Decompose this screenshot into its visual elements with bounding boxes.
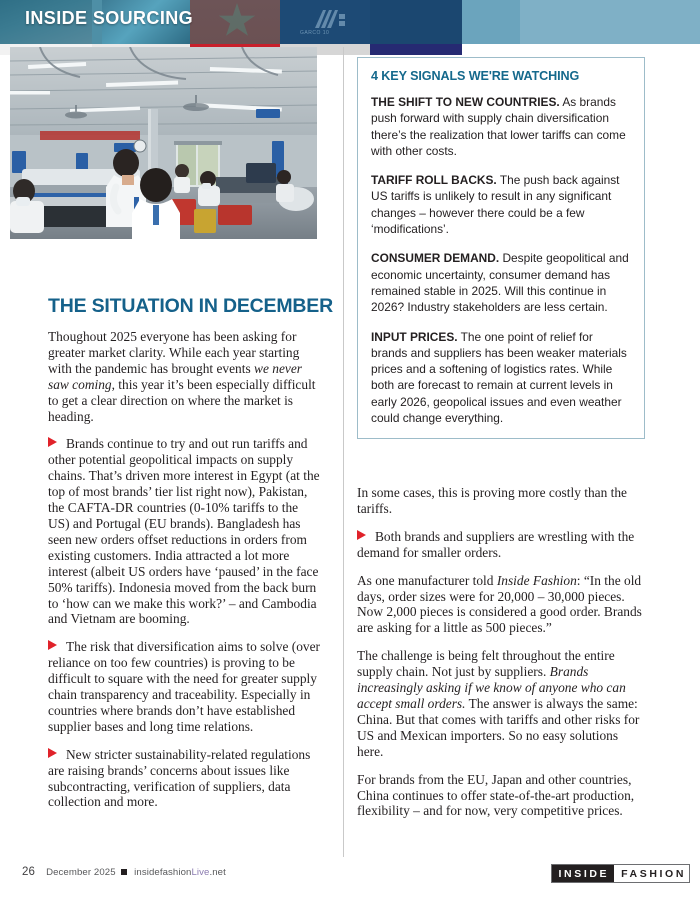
page-number: 26 [22,866,35,878]
body-paragraph [357,772,647,820]
site-url-accent: Live [191,867,210,878]
paragraph-text: , this year it’s been especially difficult to get a clear direction on where the market is heading. [48,376,316,424]
triangle-bullet-icon [48,640,57,650]
emphasis-text: Inside Fashion [496,572,577,588]
key-signal-body: The one point of relief for brands and suppliers has been weaker materials prices and a softening of logistics rates. While both are forecast to remain at current levels in early 2026, geopolical issues and even weather could change everything. [371,329,627,426]
key-signal-heading: TARIFF ROLL BACKS. [371,173,497,188]
paragraph-text: The challenge is being felt throughout the entire supply chain. Not just by suppliers. [357,648,615,680]
logo-word-inside: INSIDE [552,865,615,882]
footer-meta [22,866,226,878]
key-signal-body: Despite geopolitical and economic uncertainty, consumer demand has remained stable in 2025. Will this continue in 2026? Industry stakeholders are less certain. [371,251,629,315]
key-signal-item [371,329,631,427]
square-bullet-icon [121,869,127,875]
right-column-top [357,57,645,439]
site-url-prefix: insidefashion [134,867,192,878]
key-signal-body: As brands push forward with supply chain diversification there’s the realization that lower tariffs can come with other costs. [371,95,626,158]
triangle-bullet-icon [48,437,57,447]
body-paragraph [357,573,647,637]
body-paragraph [48,747,320,811]
sponsor-logo-caption: GARCO 10 [300,30,330,36]
sponsor-logo-icon [313,8,347,30]
key-signals-title: 4 KEY SIGNALS WE'RE WATCHING [371,69,580,83]
paragraph-text: In some cases, this is proving more costly than the tariffs. [357,485,627,516]
paragraph-text: : “In the old days, order sizes were for 20,000 – 30,000 pieces. Now 2,000 pieces is considered a good order. Brands are asking for a little as 500 pieces.” [357,572,642,636]
paragraph-text: Brands continue to try and out run tariffs and other potential geopolitical impacts on supply chains. That’s driven more interest in Egypt (at the top of most brands’ tier list right now), Pakistan, the CAFTA-DR countries (0-10% tariffs to the US) and Portugal (EU brands). Bangladesh has seen new orders offset reductions in orders from existing customers. India attracted a lot more interest (albeit US orders have ‘paused’ in the face 50% tariffs). Indonesia moved from the back burn to ‘how can we make this work?’ – and Cambodia and Vietnam are booming. [48,436,320,627]
banner-block-steel [462,0,520,44]
site-url-suffix: .net [209,867,226,878]
key-signal-heading: THE SHIFT TO NEW COUNTRIES. [371,95,560,109]
key-signals-box [357,57,645,439]
key-signal-heading: CONSUMER DEMAND. [371,251,500,266]
body-paragraph [48,639,320,734]
body-paragraph [48,436,320,627]
paragraph-text: For brands from the EU, Japan and other countries, China continues to offer state-of-the-art production, flexibility – and for now, very competitive prices. [357,771,635,819]
body-paragraph [357,485,647,517]
factory-photo [10,47,317,239]
page-title: THE SITUATION IN DECEMBER [48,295,333,317]
logo-word-fashion: FASHION [614,865,689,882]
key-signal-heading: INPUT PRICES. [371,329,458,344]
column-divider [343,47,344,857]
key-signal-item [371,94,631,159]
left-column [48,294,333,810]
key-signals-list [371,94,631,426]
triangle-bullet-icon [48,748,57,758]
emphasis-text: Brands increasingly asking if we know of anyone who can accept small orders. [357,664,626,711]
triangle-bullet-icon [357,530,366,540]
paragraph-text: As one manufacturer told [357,572,497,588]
left-column-body [48,329,320,810]
key-signal-body: The push back against US tariffs is unlikely to result in any significant changes – however there could be a few ‘modifications’. [371,173,620,237]
right-column-body [357,485,647,819]
key-signal-item [371,250,631,315]
banner-block-navy-right [370,0,462,44]
flag-strip-white-right [462,44,700,55]
body-paragraph [357,648,647,759]
banner-title: INSIDE SOURCING [25,8,194,28]
body-paragraph [357,529,647,561]
paragraph-text: New stricter sustainability-related regulations are raising brands’ concerns about issues like subcontracting, verification of suppliers, data collection and more. [48,746,311,810]
paragraph-text: The risk that diversification aims to solve (over reliance on too few countries) is proving to be difficult to square with the need for greater supply chain transparency and traceability. Especially in countries where brands don’t have established supplier bases and long time relations. [48,639,320,734]
issue-date: December 2025 [46,867,116,878]
inside-fashion-logo [551,864,690,883]
paragraph-text: Both brands and suppliers are wrestling with the demand for smaller orders. [357,528,635,560]
key-signal-item [371,172,631,237]
paragraph-text: The answer is always the same: China. But that comes with tariffs and other risks for US and Mexican importers. So no easy solutions here. [357,695,640,759]
paragraph-text: Thoughout 2025 everyone has been asking for greater market clarity. While each year starting with the pandemic has brought events [48,329,300,376]
banner-block-steel-right [520,0,700,44]
flag-strip-blue [370,44,462,55]
body-paragraph [48,329,320,424]
emphasis-text: we never saw coming [48,360,302,392]
page-banner [0,0,700,44]
